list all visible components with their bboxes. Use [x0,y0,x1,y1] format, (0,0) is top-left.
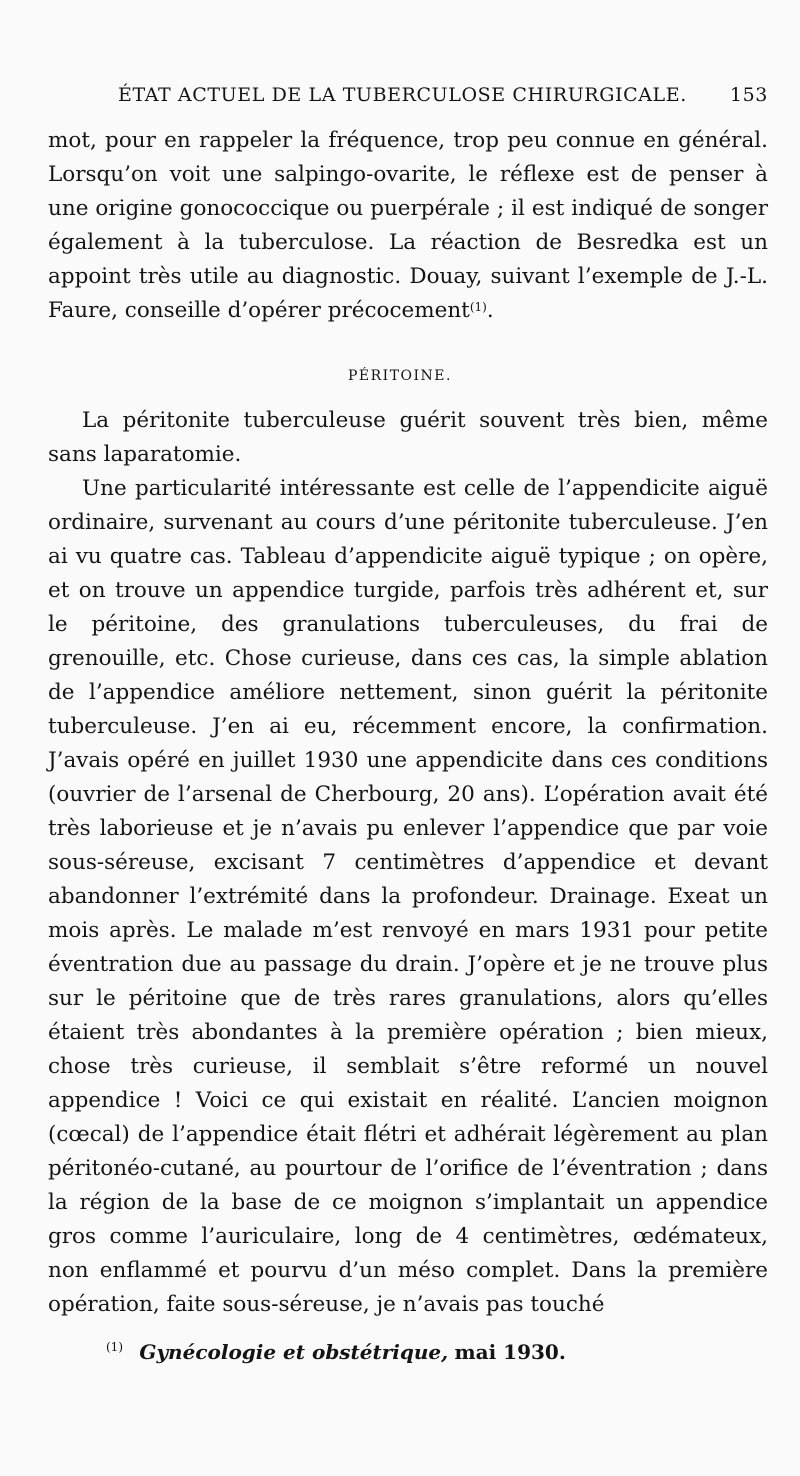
footnote-number: (1) [106,1340,123,1354]
footnote [106,1340,766,1364]
footnote-source: Gynécologie et obstétrique, [139,1340,449,1364]
page-number: 153 [729,84,768,106]
section-heading: PÉRITOINE. [348,368,452,384]
body-text-main [48,404,768,1322]
footnote-reference: (1) [469,300,487,314]
paragraph-peritonite: La péritonite tuberculeuse guérit souvent très bien, même sans laparatomie. [48,408,768,467]
paragraph-salpingo-ovarite: mot, pour en rappeler la fréquence, trop peu connue en général. Lorsqu’on voit une salpingo-ovarite, le réflexe est de penser à une origine gonococcique ou puerpérale ; il est indiqué de songer également à la tuberculose. La réaction de Besredka est un appoint très utile au diagnostic. Douay, suivant l’exemple de J.-L. Faure, conseille d’opérer précocement$^{(1)}$. [48,128,768,323]
running-head-title: ÉTAT ACTUEL DE LA TUBERCULOSE CHIRURGICALE. [118,84,687,106]
running-head [118,84,768,116]
body-text-top [48,124,768,328]
footnote-date: mai 1930. [454,1340,566,1364]
paragraph-text: mot, pour en rappeler la fréquence, trop peu connue en général. Lorsqu’on voit une salpingo-ovarite, le réflexe est de penser à une origine gonococcique ou puerpérale ; il est indiqué de songer également à la tuberculose. La réaction de Besredka est un appoint très utile au diagnostic. Douay, suivant l’exemple de J.-L. Faure, conseille d’opérer précocement [48,128,768,323]
paragraph-appendicite: Une particularité intéressante est celle de l’appendicite aiguë ordinaire, survenant au cours d’une péritonite tuberculeuse. J’en ai vu quatre cas. Tableau d’appendicite aiguë typique ; on opère, et on trouve un appendice turgide, parfois très adhérent et, sur le péritoine, des granulations tuberculeuses, du frai de grenouille, etc. Chose curieuse, dans ces cas, la simple ablation de l’appendice améliore nettement, sinon guérit la péritonite tuberculeuse. J’en ai eu, récemment encore, la confirmation. J’avais opéré en juillet 1930 une appendicite dans ces conditions (ouvrier de l’arsenal de Cherbourg, 20 ans). L’opération avait été très laborieuse et je n’avais pu enlever l’appendice que par voie sous-séreuse, excisant 7 centimètres d’appendice et devant abandonner l’extrémité dans la profondeur. Drainage. Exeat un mois après. Le malade m’est renvoyé en mars 1931 pour petite éventration due au passage du drain. J’opère et je ne trouve plus sur le péritoine que de très rares granulations, alors qu’elles étaient très abondantes à la première opération ; bien mieux, chose très curieuse, il semblait s’être reformé un nouvel appendice ! Voici ce qui existait en réalité. L’ancien moignon (cœcal) de l’appendice était flétri et adhérait légèrement au plan péritonéo-cutané, au pourtour de l’orifice de l’éventration ; dans la région de la base de ce moignon s’implantait un appendice gros comme l’auriculaire, long de 4 centimètres, œdémateux, non enflammé et pourvu d’un méso complet. Dans la première opération, faite sous-séreuse, je n’avais pas touché [48,476,768,1317]
